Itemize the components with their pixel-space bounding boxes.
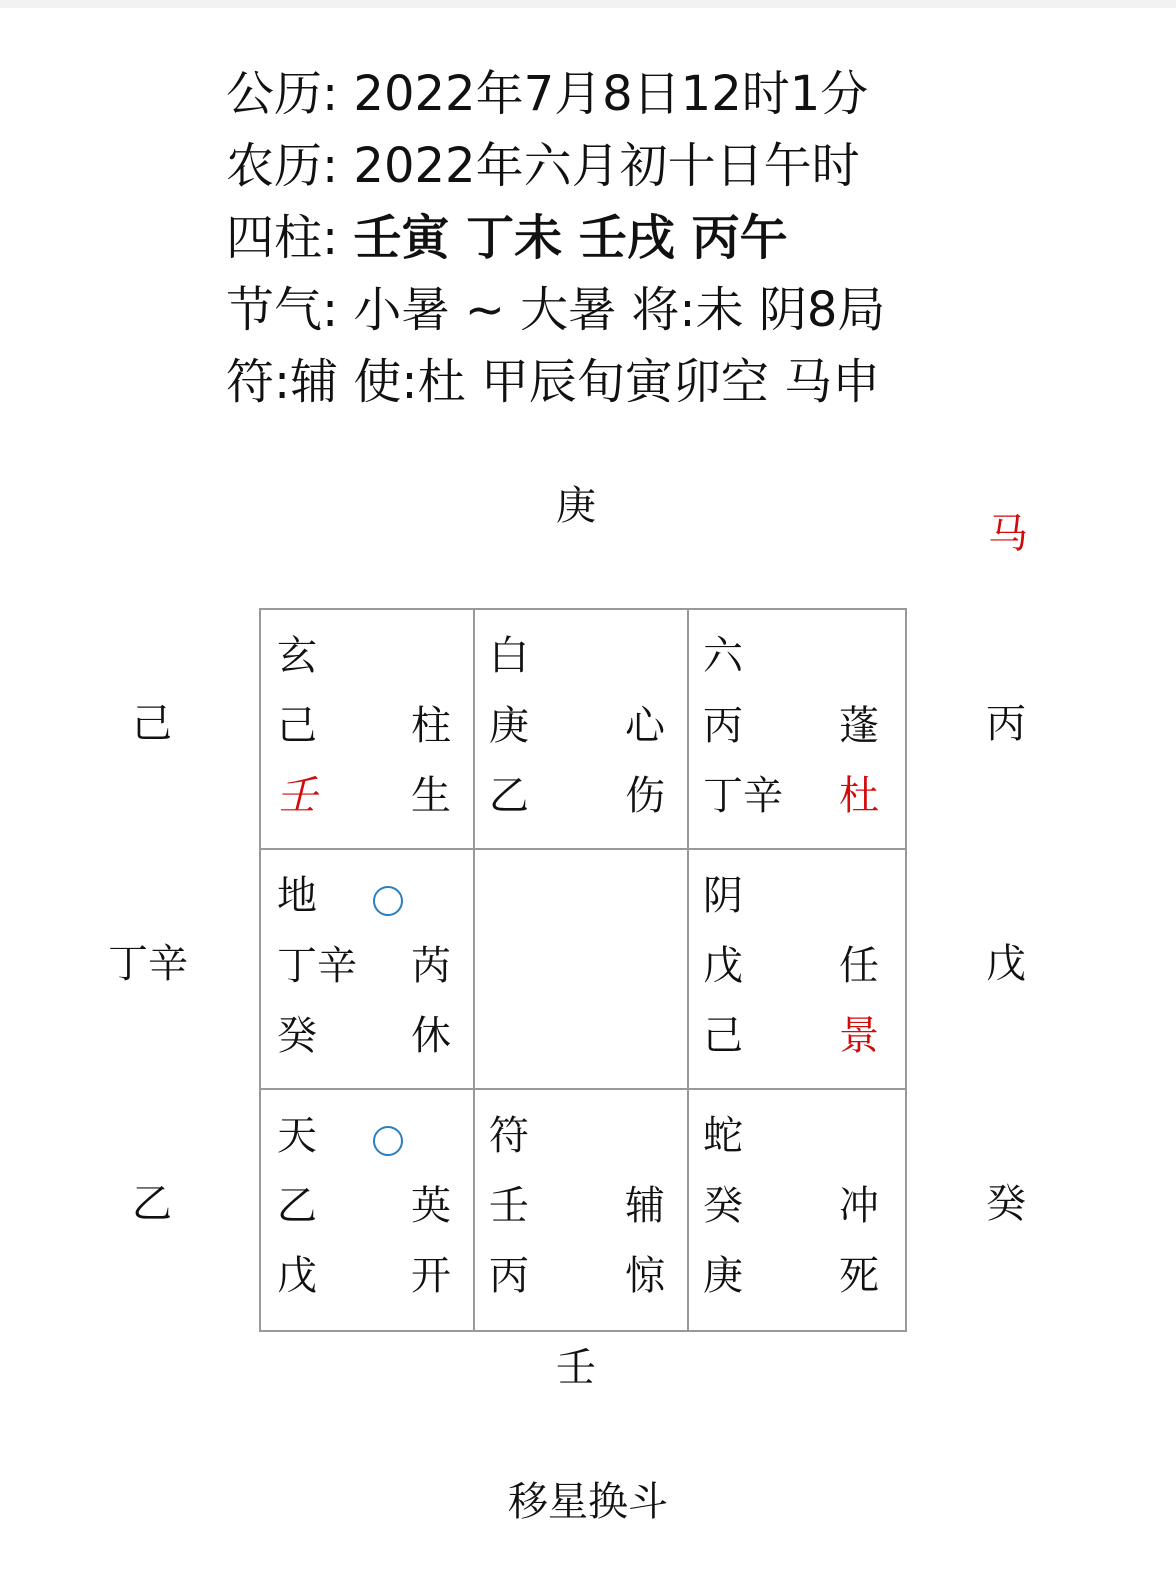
palace-god: 天 (277, 1113, 317, 1159)
palace-center (475, 850, 687, 1088)
lunar-date: 农历: 2022年六月初十日午时 (226, 138, 860, 194)
palace-god: 蛇 (703, 1113, 743, 1159)
palace-star: 冲 (839, 1183, 879, 1229)
horse-marker: 马 (988, 511, 1028, 557)
palace-god: 白 (489, 633, 529, 679)
palace-star: 柱 (411, 703, 451, 749)
solar-date: 公历: 2022年7月8日12时1分 (226, 66, 869, 122)
palace-star: 辅 (625, 1183, 665, 1229)
palace-sw[interactable] (261, 1090, 473, 1330)
palace-door: 死 (839, 1253, 879, 1299)
palace-god: 玄 (277, 633, 317, 679)
shift-stars-button[interactable]: 移星换斗 (508, 1479, 668, 1525)
outer-left-top-stem: 己 (132, 701, 172, 747)
palace-door: 惊 (625, 1253, 665, 1299)
palace-star: 心 (625, 703, 665, 749)
palace-nw[interactable] (261, 610, 473, 848)
palace-heaven-stem: 戊 (703, 943, 743, 989)
palace-w[interactable] (261, 850, 473, 1088)
palace-heaven-stem: 庚 (489, 703, 529, 749)
palace-star: 蓬 (839, 703, 879, 749)
outer-right-bot-stem: 癸 (986, 1181, 1026, 1227)
palace-s[interactable] (475, 1090, 687, 1330)
palace-earth-stem: 庚 (703, 1253, 743, 1299)
outer-bottom-stem: 壬 (556, 1345, 596, 1391)
outer-right-mid-stem: 戊 (986, 941, 1026, 987)
palace-earth-stem: 丁辛 (703, 773, 783, 819)
palace-star: 芮 (411, 943, 451, 989)
palace-star: 英 (411, 1183, 451, 1229)
void-circle-icon (373, 886, 403, 916)
palace-se[interactable] (689, 1090, 905, 1330)
top-status-strip (0, 0, 1176, 8)
palace-heaven-stem: 乙 (277, 1183, 317, 1229)
chart-info (226, 58, 885, 418)
palace-god: 阴 (703, 873, 743, 919)
solar-term: 节气: 小暑 ~ 大暑 将:未 阴8局 (226, 282, 886, 338)
palace-n[interactable] (475, 610, 687, 848)
palace-ne[interactable] (689, 610, 905, 848)
palace-e[interactable] (689, 850, 905, 1088)
palace-door: 生 (411, 773, 451, 819)
palace-god: 地 (277, 873, 317, 919)
palace-star: 任 (839, 943, 879, 989)
palace-heaven-stem: 癸 (703, 1183, 743, 1229)
palace-door: 伤 (625, 773, 665, 819)
palace-door: 休 (411, 1013, 451, 1059)
palace-heaven-stem: 己 (277, 703, 317, 749)
outer-right-top-stem: 丙 (986, 701, 1026, 747)
palace-earth-stem: 壬 (277, 773, 317, 819)
palace-door: 开 (411, 1253, 451, 1299)
outer-left-mid-stem: 丁辛 (108, 941, 188, 987)
pillars-value: 壬寅 丁未 壬戌 丙午 (353, 210, 788, 266)
palace-god: 六 (703, 633, 743, 679)
palace-heaven-stem: 丙 (703, 703, 743, 749)
void-circle-icon (373, 1126, 403, 1156)
palace-door: 杜 (839, 773, 879, 819)
outer-left-bot-stem: 乙 (132, 1181, 172, 1227)
palace-earth-stem: 癸 (277, 1013, 317, 1059)
palace-earth-stem: 乙 (489, 773, 529, 819)
palace-god: 符 (489, 1113, 529, 1159)
palace-heaven-stem: 壬 (489, 1183, 529, 1229)
palace-earth-stem: 己 (703, 1013, 743, 1059)
palace-earth-stem: 戊 (277, 1253, 317, 1299)
palace-door: 景 (839, 1013, 879, 1059)
palace-earth-stem: 丙 (489, 1253, 529, 1299)
nine-palace-grid (259, 608, 907, 1332)
outer-top-stem: 庚 (556, 483, 596, 529)
palace-heaven-stem: 丁辛 (277, 943, 357, 989)
fu-shi-line: 符:辅 使:杜 甲辰旬寅卯空 马申 (226, 354, 881, 410)
pillars-label: 四柱: (226, 210, 354, 266)
four-pillars (226, 202, 885, 274)
